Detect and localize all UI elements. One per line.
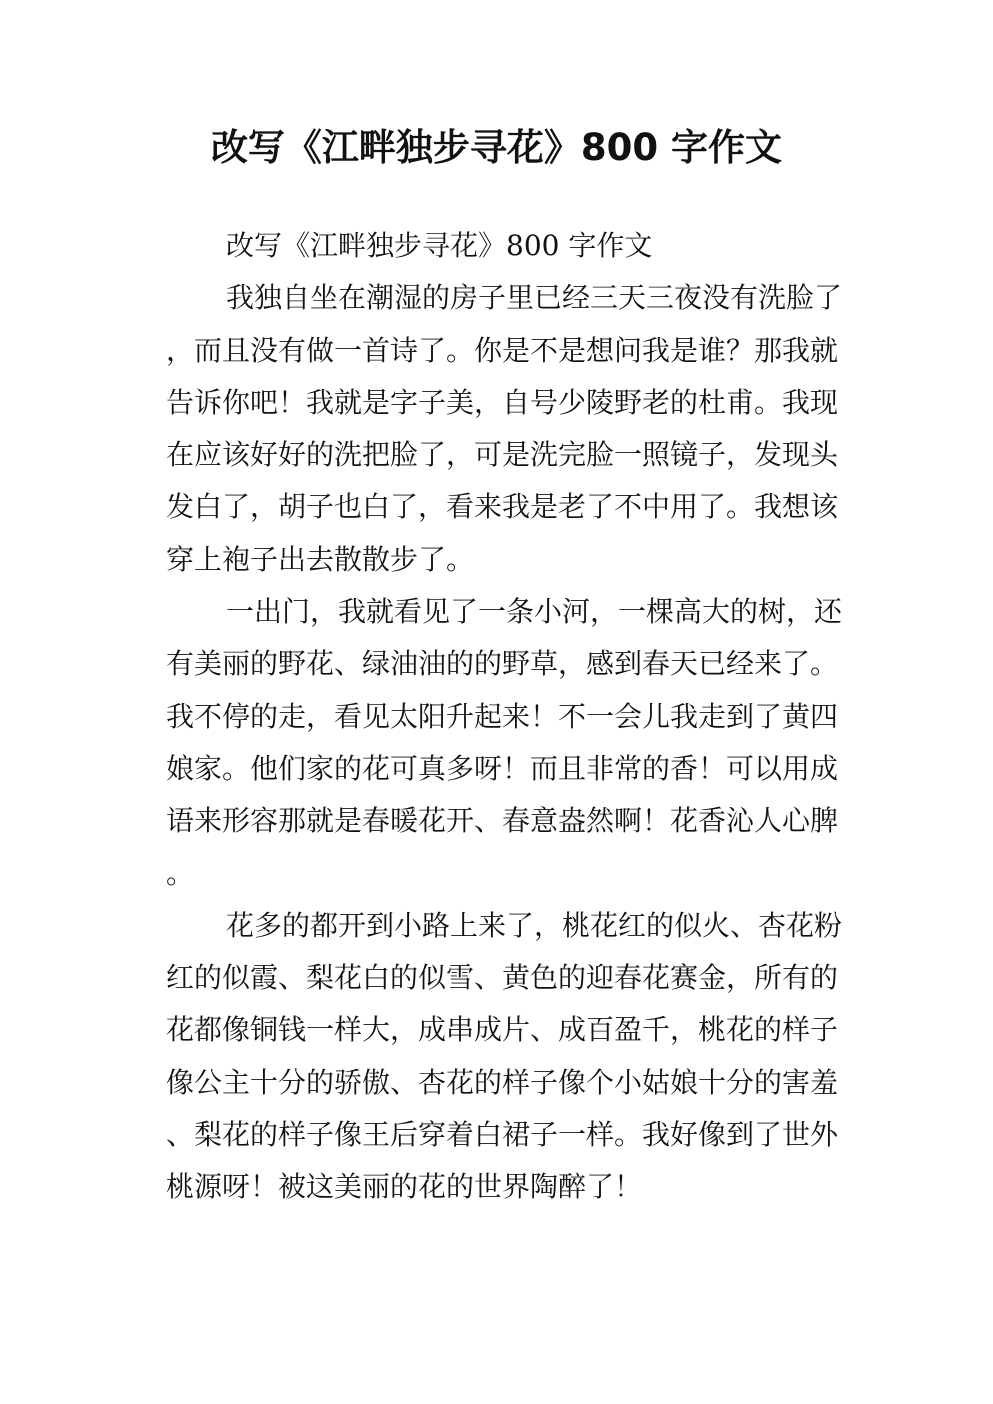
essay-paragraph-1: 我独自坐在潮湿的房子里已经三天三夜没有洗脸了，而且没有做一首诗了。你是不是想问我是谁？那我就告诉你吧！我就是字子美，自号少陵野老的杜甫。我现在应该好好的洗把脸了，可是洗完脸一照镜子，发现头发白了，胡子也白了，看来我是老了不中用了。我想该穿上袍子出去散散步了。 — [166, 281, 843, 576]
essay-paragraph-3: 花多的都开到小路上来了，桃花红的似火、杏花粉红的似霞、梨花白的似雪、黄色的迎春花赛金，所有的花都像铜钱一样大，成串成片、成百盈千，桃花的样子像公主十分的骄傲、杏花的样子像个小姑娘十分的害羞、梨花的样子像王后穿着白裙子一样。我好像到了世外桃源呀！被这美丽的花的世界陶醉了！ — [166, 908, 843, 1204]
essay-paragraph-2: 一出门，我就看见了一条小河，一棵高大的树，还有美丽的野花、绿油油的的野草，感到春天已经来了。我不停的走，看见太阳升起来！不一会儿我走到了黄四娘家。他们家的花可真多呀！而且非常的香！可以用成语来形容那就是春暖花开、春意盎然啊！花香沁人心脾。 — [166, 595, 843, 890]
essay-body — [166, 220, 842, 1214]
essay-subtitle-paragraph: 改写《江畔独步寻花》800 字作文 — [226, 229, 653, 262]
page-title: 改写《江畔独步寻花》800 字作文 — [210, 126, 783, 169]
